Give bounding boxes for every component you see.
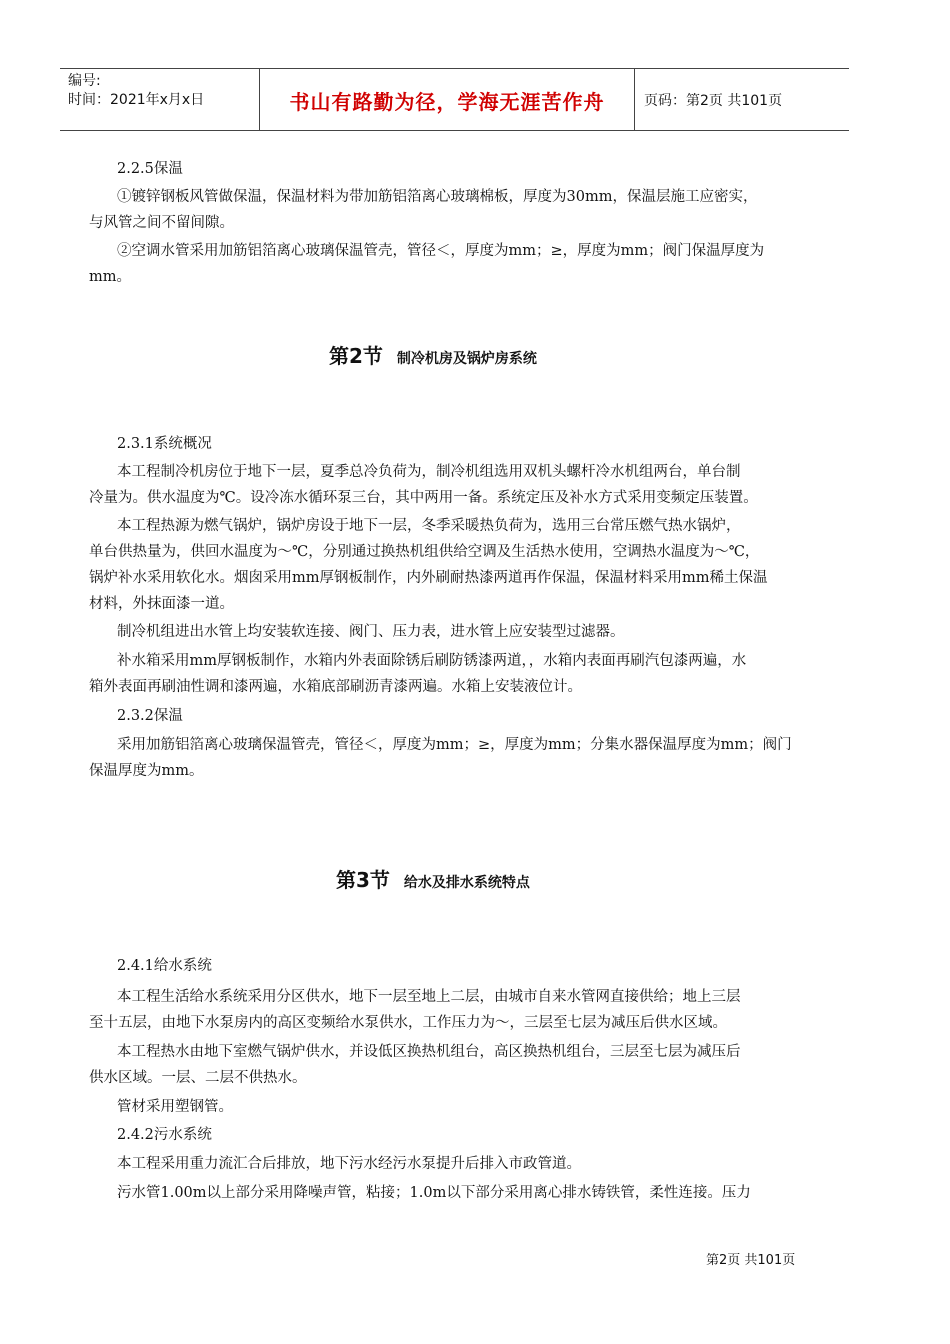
- header-info-cell: [60, 69, 259, 130]
- paragraph-line: 至十五层，由地下水泵房内的高区变频给水泵供水，工作压力为～，三层至七层为减压后供水区域。: [89, 1015, 727, 1031]
- paragraph-line: 管材采用塑钢管。: [117, 1099, 233, 1115]
- paragraph-line: 保温厚度为mm。: [89, 763, 204, 779]
- header-number-label: 编号:: [68, 73, 101, 89]
- paragraph-line: 制冷机组进出水管上均安装软连接、阀门、压力表，进水管上应安装型过滤器。: [117, 624, 625, 640]
- header-motto-cell: [259, 69, 635, 130]
- paragraph-line: 污水管1.00m以上部分采用降噪声管，粘接；1.0m以下部分采用离心排水铸铁管，柔性连接。压力: [117, 1185, 751, 1201]
- paragraph-line: 单台供热量为，供回水温度为～℃，分别通过换热机组供给空调及生活热水使用，空调热水温度为～℃，: [89, 544, 760, 560]
- paragraph-line: 本工程采用重力流汇合后排放，地下污水经污水泵提升后排入市政管道。: [117, 1156, 581, 1172]
- chapter-heading-2: [329, 340, 537, 369]
- paragraph-line: 本工程热源为燃气锅炉，锅炉房设于地下一层，冬季采暖热负荷为，选用三台常压燃气热水锅炉，: [117, 518, 741, 534]
- paragraph-line: 补水箱采用mm厚钢板制作，水箱内外表面除锈后刷防锈漆两道，，水箱内表面再刷汽包漆两遍，水: [117, 653, 747, 669]
- paragraph-line: ①镀锌钢板风管做保温，保温材料为带加筋铝箔离心玻璃棉板，厚度为30mm，保温层施工应密实，: [117, 189, 758, 205]
- header-time-label: 时间：2021年x月x日: [68, 92, 205, 108]
- header-motto: 书山有路勤为径，学海无涯苦作舟: [289, 90, 605, 114]
- paragraph-line: 本工程制冷机房位于地下一层，夏季总冷负荷为，制冷机组选用双机头螺杆冷水机组两台，单台制: [117, 464, 741, 480]
- section-title-2-3-2: 2.3.2保温: [117, 708, 183, 724]
- page-header: [60, 68, 849, 131]
- paragraph-line: 采用加筋铝箔离心玻璃保温管壳，管径＜，厚度为mm；≥，厚度为mm；分集水器保温厚度为mm；阀门: [117, 737, 792, 753]
- paragraph-line: 本工程生活给水系统采用分区供水，地下一层至地上二层，由城市自来水管网直接供给；地上三层: [117, 989, 741, 1005]
- heading-text: 制冷机房及锅炉房系统: [396, 351, 537, 367]
- paragraph-line: 本工程热水由地下室燃气锅炉供水，并设低区换热机组台，高区换热机组台，三层至七层为减压后: [117, 1044, 741, 1060]
- chapter-heading-3: [336, 864, 530, 893]
- paragraph-line: mm。: [89, 269, 131, 285]
- heading-number: 第2节: [329, 344, 383, 368]
- section-title-2-4-1: 2.4.1给水系统: [117, 958, 212, 974]
- paragraph-line: 供水区域。一层、二层不供热水。: [89, 1070, 307, 1086]
- section-title-2-3-1: 2.3.1系统概况: [117, 436, 212, 452]
- header-page-label: 页码：第2页 共101页: [644, 93, 783, 109]
- heading-text: 给水及排水系统特点: [403, 875, 530, 891]
- paragraph-line: 箱外表面再刷油性调和漆两遍，水箱底部刷沥青漆两遍。水箱上安装液位计。: [89, 679, 582, 695]
- paragraph-line: 与风管之间不留间隙。: [89, 215, 234, 231]
- paragraph-line: 材料，外抹面漆一道。: [89, 596, 234, 612]
- header-page-cell: [634, 69, 849, 130]
- page-footer: 第2页 共101页: [706, 1253, 796, 1268]
- paragraph-line: 冷量为。供水温度为℃。设冷冻水循环泵三台，其中两用一备。系统定压及补水方式采用变频定压装置。: [89, 490, 758, 506]
- paragraph-line: 锅炉补水采用软化水。烟囱采用mm厚钢板制作，内外刷耐热漆两道再作保温，保温材料采用mm稀土保温: [89, 570, 768, 586]
- paragraph-line: ②空调水管采用加筋铝箔离心玻璃保温管壳，管径＜，厚度为mm；≥，厚度为mm；阀门保温厚度为: [117, 243, 765, 259]
- section-title-2-2-5: 2.2.5保温: [117, 161, 183, 177]
- section-title-2-4-2: 2.4.2污水系统: [117, 1127, 212, 1143]
- heading-number: 第3节: [336, 868, 390, 892]
